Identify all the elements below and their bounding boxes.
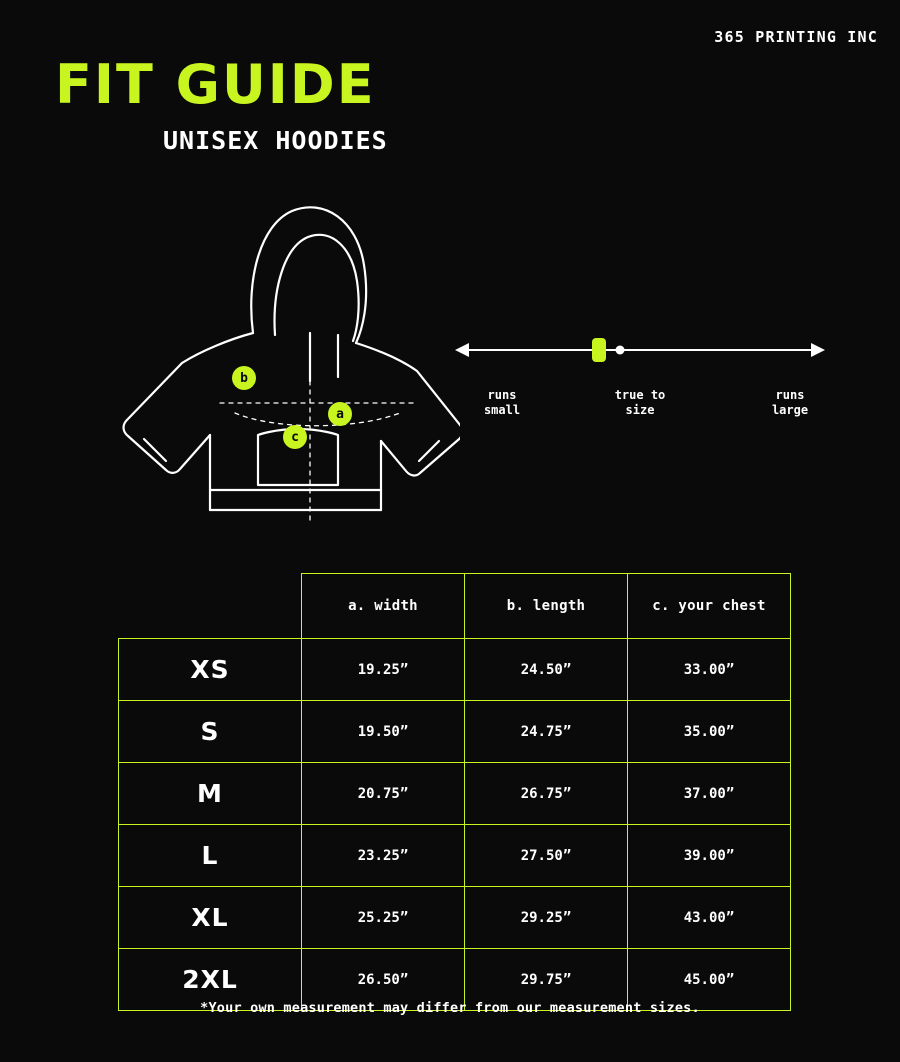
row-length: 27.50” [465, 825, 628, 887]
fit-scale [455, 335, 825, 365]
row-length: 24.75” [465, 701, 628, 763]
page-subtitle: UNISEX HOODIES [163, 126, 388, 155]
scale-label-true-line1: true to [614, 388, 666, 402]
brand-name: 365 PRINTING INC [714, 28, 878, 46]
row-chest: 37.00” [628, 763, 791, 825]
hoodie-illustration [70, 185, 460, 535]
badge-a: a [328, 402, 352, 426]
footnote: *Your own measurement may differ from our measurement sizes. [200, 1000, 700, 1016]
table-row [119, 825, 791, 887]
row-length: 29.75” [465, 949, 628, 1011]
row-chest: 35.00” [628, 701, 791, 763]
row-width: 19.25” [302, 639, 465, 701]
row-length: 26.75” [465, 763, 628, 825]
row-chest: 39.00” [628, 825, 791, 887]
scale-label-true-line2: size [625, 403, 655, 417]
size-table-head [119, 574, 791, 639]
row-size: S [119, 701, 302, 763]
table-row [119, 763, 791, 825]
table-header-width: a. width [302, 574, 465, 639]
scale-label-runs-large-line2: large [771, 403, 809, 417]
table-row [119, 701, 791, 763]
size-table-wrapper [118, 573, 790, 1011]
scale-label-true-to-size [600, 388, 680, 418]
row-width: 20.75” [302, 763, 465, 825]
row-chest: 33.00” [628, 639, 791, 701]
scale-label-runs-small [462, 388, 542, 418]
table-header-corner [119, 574, 302, 639]
badge-b: b [232, 366, 256, 390]
table-header-chest: c. your chest [628, 574, 791, 639]
size-table-body [119, 639, 791, 1011]
row-chest: 45.00” [628, 949, 791, 1011]
scale-label-runs-small-line2: small [483, 403, 521, 417]
row-width: 19.50” [302, 701, 465, 763]
scale-label-runs-small-line1: runs [487, 388, 517, 402]
table-row [119, 887, 791, 949]
row-chest: 43.00” [628, 887, 791, 949]
fit-scale-labels [450, 388, 835, 428]
table-header-length: b. length [465, 574, 628, 639]
row-size: XL [119, 887, 302, 949]
row-size: L [119, 825, 302, 887]
badge-c: c [283, 425, 307, 449]
size-table [118, 573, 791, 1011]
row-length: 24.50” [465, 639, 628, 701]
row-size: XS [119, 639, 302, 701]
row-length: 29.25” [465, 887, 628, 949]
table-header-row [119, 574, 791, 639]
scale-label-runs-large [750, 388, 830, 418]
scale-label-runs-large-line1: runs [775, 388, 805, 402]
table-row [119, 639, 791, 701]
row-width: 25.25” [302, 887, 465, 949]
row-size: M [119, 763, 302, 825]
row-width: 26.50” [302, 949, 465, 1011]
row-width: 23.25” [302, 825, 465, 887]
page-title: FIT GUIDE [55, 53, 376, 116]
row-size: 2XL [119, 949, 302, 1011]
